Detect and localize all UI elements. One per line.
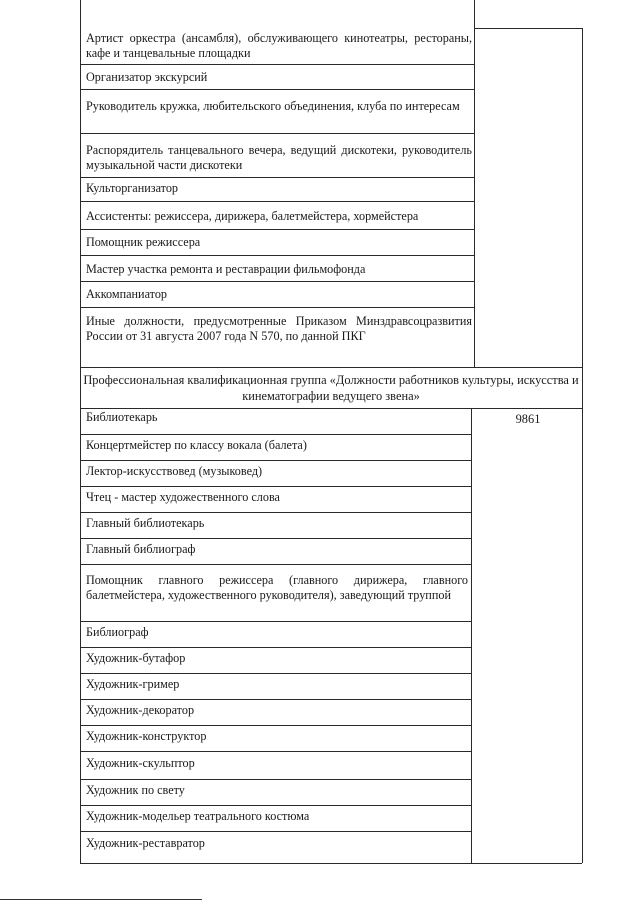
position-cell: Ассистенты: режиссера, дирижера, балетмейстера, хормейстера	[86, 209, 419, 223]
position-cell: Иные должности, предусмотренные Приказом Минздравсоцразвития России от 31 августа 2007 года N 570, по данной ПКГ	[86, 314, 472, 343]
group-header-top	[80, 367, 582, 368]
row-line	[80, 486, 471, 487]
row-line	[80, 725, 471, 726]
row-line	[80, 201, 474, 202]
group-header-bottom	[80, 408, 582, 409]
position-cell: Аккомпаниатор	[86, 287, 168, 301]
position-cell: Художник-конструктор	[86, 729, 207, 743]
table-right-border-1	[582, 28, 583, 367]
row-line	[80, 538, 471, 539]
row-line	[80, 460, 471, 461]
row-line	[80, 805, 471, 806]
position-cell: Художник-модельер театрального костюма	[86, 809, 310, 823]
row-line	[80, 434, 471, 435]
position-cell: Помощник главного режиссера (главного дирижера, главного балетмейстера, художественного руководителя), заведующий труппой	[86, 573, 468, 602]
footnote-separator	[0, 899, 202, 900]
row-line	[80, 281, 474, 282]
position-cell: Главный библиограф	[86, 542, 196, 556]
position-cell: Художник-декоратор	[86, 703, 195, 717]
row-line	[80, 512, 471, 513]
row-line	[80, 229, 474, 230]
row-line	[80, 621, 471, 622]
position-cell: Руководитель кружка, любительского объединения, клуба по интересам	[86, 99, 460, 113]
position-cell: Культорганизатор	[86, 181, 179, 195]
row-line	[80, 699, 471, 700]
row-line	[80, 779, 471, 780]
table-left-border	[80, 0, 81, 863]
row-line	[80, 647, 471, 648]
position-cell: Помощник режиссера	[86, 235, 201, 249]
position-cell: Чтец - мастер художественного слова	[86, 490, 280, 504]
position-cell: Мастер участка ремонта и реставрации фильмофонда	[86, 262, 366, 276]
table-right-border-2	[582, 367, 583, 863]
row-line	[80, 307, 474, 308]
row-line	[80, 673, 471, 674]
position-cell: Концертмейстер по классу вокала (балета)	[86, 438, 307, 452]
position-cell: Артист оркестра (ансамбля), обслуживающего кинотеатры, рестораны, кафе и танцевальные площадки	[86, 31, 472, 60]
position-cell: Библиограф	[86, 625, 149, 639]
position-cell: Библиотекарь	[86, 410, 158, 424]
position-cell: Художник-реставратор	[86, 836, 205, 850]
row-line	[80, 89, 474, 90]
column-divider-1	[474, 0, 475, 367]
position-cell: Художник-бутафор	[86, 651, 186, 665]
row-line	[80, 751, 471, 752]
position-cell: Главный библиотекарь	[86, 516, 205, 530]
position-cell: Организатор экскурсий	[86, 70, 208, 84]
position-cell: Художник-гример	[86, 677, 180, 691]
row-line	[80, 255, 474, 256]
position-cell: Художник по свету	[86, 783, 185, 797]
position-cell: Распорядитель танцевального вечера, ведущий дискотеки, руководитель музыкальной части дискотеки	[86, 143, 472, 172]
row-line	[80, 64, 474, 65]
top-edge-line	[474, 28, 582, 29]
salary-value: 9861	[515, 412, 541, 426]
row-line	[80, 133, 474, 134]
row-line	[80, 177, 474, 178]
position-cell: Художник-скульптор	[86, 756, 195, 770]
table-bottom	[80, 863, 582, 864]
row-line	[80, 831, 471, 832]
position-cell: Лектор-искусствовед (музыковед)	[86, 464, 263, 478]
qualification-group-header: Профессиональная квалификационная группа «Должности работников культуры, искусства и кинематографии ведущего звена»	[83, 373, 579, 403]
row-line	[80, 564, 471, 565]
